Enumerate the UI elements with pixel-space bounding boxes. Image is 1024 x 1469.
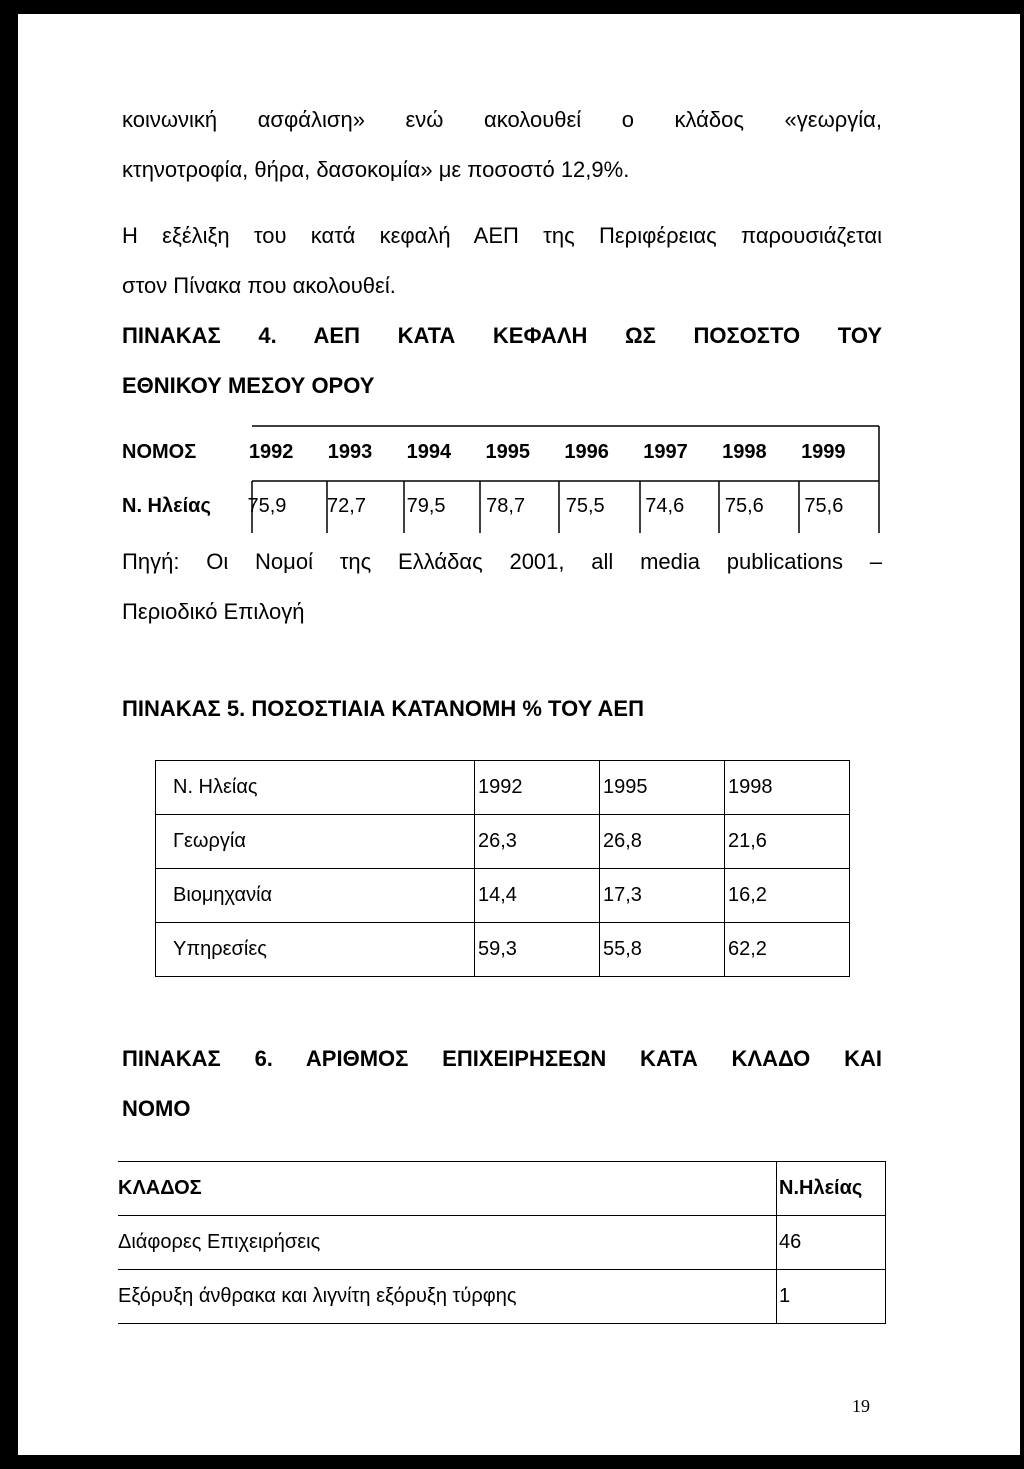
table-6-header-row xyxy=(118,1162,885,1216)
table-6-row-mining xyxy=(118,1270,885,1324)
table-5-cell: 16,2 xyxy=(724,869,849,922)
table-5-cell: 14,4 xyxy=(474,869,599,922)
table-4-cell-1999: 75,6 xyxy=(804,494,844,517)
table-4-source xyxy=(122,537,882,637)
paragraph-2-line-1: Η εξέλιξη του κατά κεφαλή ΑΕΠ της Περιφέρειας παρουσιάζεται xyxy=(122,223,882,248)
table-4-header-1995: 1995 xyxy=(485,440,530,463)
table-5-header-row xyxy=(156,761,849,815)
table-5-cell: 17,3 xyxy=(599,869,724,922)
table-4-row-label: Ν. Ηλείας xyxy=(122,494,211,517)
table-5-row-agriculture xyxy=(156,815,849,869)
table-6-title-line-2: ΝΟΜΟ xyxy=(122,1096,191,1121)
table-5-header-1998: 1998 xyxy=(724,761,849,814)
table-4-cell-1992: 75,9 xyxy=(247,494,287,517)
table-6-cell: 46 xyxy=(776,1216,885,1269)
table-5-header-1992: 1992 xyxy=(474,761,599,814)
paragraph-1-line-2: κτηνοτροφία, θήρα, δασοκομία» με ποσοστό 12,9%. xyxy=(122,157,630,182)
table-6-cell: 1 xyxy=(776,1270,885,1323)
table-4-header-nomos: ΝΟΜΟΣ xyxy=(122,440,197,463)
table-5-header-label: Ν. Ηλείας xyxy=(173,776,258,798)
table-4 xyxy=(122,425,880,533)
table-4-source-line-2: Περιοδικό Επιλογή xyxy=(122,599,305,624)
table-4-cell-1993: 72,7 xyxy=(327,494,366,517)
table-4-cell-1998: 75,6 xyxy=(724,494,764,517)
table-5 xyxy=(155,760,850,977)
table-4-data-row xyxy=(122,479,880,533)
table-4-header-row xyxy=(122,425,880,479)
table-4-title-line-1: ΠΙΝΑΚΑΣ 4. ΑΕΠ ΚΑΤΑ ΚΕΦΑΛΗ ΩΣ ΠΟΣΟΣΤΟ ΤΟΥ xyxy=(122,323,882,348)
table-6-header-ilia: Ν.Ηλείας xyxy=(776,1162,885,1215)
table-4-header-1996: 1996 xyxy=(564,440,609,463)
table-4-title-line-2: ΕΘΝΙΚΟΥ ΜΕΣΟΥ ΟΡΟΥ xyxy=(122,373,375,398)
table-4-header-1999: 1999 xyxy=(801,440,846,463)
table-4-cell-1996: 75,5 xyxy=(565,494,605,517)
paragraph-2-line-2: στον Πίνακα που ακολουθεί. xyxy=(122,273,396,298)
table-6-row-label: Διάφορες Επιχειρήσεις xyxy=(118,1231,321,1253)
table-6-row-various xyxy=(118,1216,885,1270)
table-5-row-label: Υπηρεσίες xyxy=(173,938,267,960)
table-4-header-1997: 1997 xyxy=(643,440,688,463)
table-5-cell: 62,2 xyxy=(724,923,849,976)
table-5-cell: 21,6 xyxy=(724,815,849,868)
table-5-header-1995: 1995 xyxy=(599,761,724,814)
table-4-cell-1997: 74,6 xyxy=(645,494,685,517)
table-6-row-label: Εξόρυξη άνθρακα και λιγνίτη εξόρυξη τύρφης xyxy=(118,1285,517,1307)
table-5-cell: 26,8 xyxy=(599,815,724,868)
table-4-title xyxy=(122,311,882,411)
table-4-header-1994: 1994 xyxy=(406,440,452,463)
table-4-cell-1994: 79,5 xyxy=(406,494,446,517)
table-5-row-services xyxy=(156,923,849,977)
table-5-cell: 26,3 xyxy=(474,815,599,868)
table-4-cell-1995: 78,7 xyxy=(486,494,526,517)
table-5-title xyxy=(122,684,882,734)
table-5-cell: 55,8 xyxy=(599,923,724,976)
page-number: 19 xyxy=(852,1396,870,1416)
table-5-row-label: Βιομηχανία xyxy=(173,884,273,906)
table-6-header-sector: ΚΛΑΔΟΣ xyxy=(118,1177,202,1199)
table-5-grid xyxy=(155,760,850,977)
table-6-title xyxy=(122,1034,882,1134)
paragraph-1-line-1: κοινωνική ασφάλιση» ενώ ακολουθεί ο κλάδος «γεωργία, xyxy=(122,107,882,132)
paragraph-1 xyxy=(122,95,882,311)
table-6-title-line-1: ΠΙΝΑΚΑΣ 6. ΑΡΙΘΜΟΣ ΕΠΙΧΕΙΡΗΣΕΩΝ ΚΑΤΑ ΚΛΑΔΟ ΚΑΙ xyxy=(122,1046,882,1071)
table-4-source-line-1: Πηγή: Οι Νομοί της Ελλάδας 2001, all media publications – xyxy=(122,549,882,574)
table-5-row-label: Γεωργία xyxy=(173,830,246,852)
table-4-header-1992: 1992 xyxy=(248,440,294,463)
table-6 xyxy=(118,1161,886,1324)
table-4-header-1998: 1998 xyxy=(722,440,767,463)
table-5-cell: 59,3 xyxy=(474,923,599,976)
table-5-title-text: ΠΙΝΑΚΑΣ 5. ΠΟΣΟΣΤΙΑΙΑ ΚΑΤΑΝΟΜΗ % ΤΟΥ ΑΕΠ xyxy=(122,696,644,721)
table-4-header-1993: 1993 xyxy=(327,440,373,463)
table-5-row-industry xyxy=(156,869,849,923)
